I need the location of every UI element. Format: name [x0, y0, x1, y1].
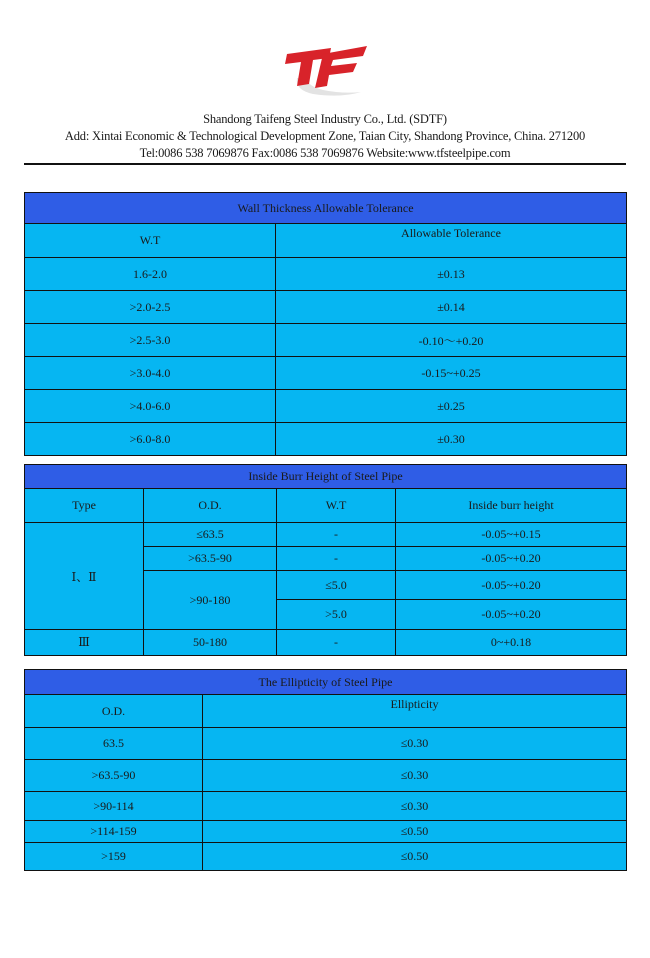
- wt-cell: >6.0-8.0: [25, 423, 276, 456]
- wall-thickness-title: Wall Thickness Allowable Tolerance: [25, 193, 627, 224]
- logo-icon: [283, 38, 369, 98]
- burr-cell: -0.05~+0.20: [396, 571, 627, 600]
- tolerance-cell: -0.15~+0.25: [276, 357, 627, 390]
- od-cell: ≤63.5: [144, 523, 277, 547]
- table-row: [25, 291, 627, 324]
- od-cell: >90-180: [144, 571, 277, 630]
- header-cell: Ellipticity: [203, 695, 627, 728]
- company-header: [0, 111, 650, 162]
- table-row: [25, 523, 627, 547]
- od-cell: >114-159: [25, 821, 203, 843]
- header-cell: W.T: [25, 224, 276, 258]
- table-row: [25, 760, 627, 792]
- ellipticity-cell: ≤0.50: [203, 821, 627, 843]
- od-cell: >159: [25, 843, 203, 871]
- company-contact: Tel:0086 538 7069876 Fax:0086 538 7069876 Website:www.tfsteelpipe.com: [139, 146, 511, 160]
- header-cell: O.D.: [144, 489, 277, 523]
- tolerance-cell: ±0.25: [276, 390, 627, 423]
- tolerance-cell: ±0.14: [276, 291, 627, 324]
- od-cell: 63.5: [25, 728, 203, 760]
- od-cell: >63.5-90: [25, 760, 203, 792]
- od-cell: 50-180: [144, 630, 277, 656]
- ellipticity-cell: ≤0.30: [203, 728, 627, 760]
- burr-height-table: [24, 464, 627, 656]
- table-row: [25, 423, 627, 456]
- burr-cell: -0.05~+0.20: [396, 600, 627, 630]
- ellipticity-title: The Ellipticity of Steel Pipe: [25, 670, 627, 695]
- wt-cell: >2.5-3.0: [25, 324, 276, 357]
- wt-cell: >5.0: [277, 600, 396, 630]
- header-cell: Type: [25, 489, 144, 523]
- wt-cell: -: [277, 523, 396, 547]
- table-row: [25, 821, 627, 843]
- ellipticity-cell: ≤0.30: [203, 792, 627, 821]
- wt-cell: -: [277, 630, 396, 656]
- table-row: [25, 390, 627, 423]
- type-cell: Ⅲ: [25, 630, 144, 656]
- burr-cell: 0~+0.18: [396, 630, 627, 656]
- tolerance-cell: -0.10～+0.20: [276, 324, 627, 357]
- header-divider: [24, 163, 626, 165]
- wall-thickness-table: [24, 192, 627, 456]
- tolerance-cell: ±0.30: [276, 423, 627, 456]
- wt-cell: ≤5.0: [277, 571, 396, 600]
- table-row: [25, 728, 627, 760]
- type-cell: Ⅰ、Ⅱ: [25, 523, 144, 630]
- company-address: Add: Xintai Economic & Technological Development Zone, Taian City, Shandong Province, China. 271200: [64, 129, 586, 143]
- burr-title: Inside Burr Height of Steel Pipe: [25, 465, 627, 489]
- burr-cell: -0.05~+0.15: [396, 523, 627, 547]
- ellipticity-cell: ≤0.30: [203, 760, 627, 792]
- header-cell: Allowable Tolerance: [276, 224, 627, 258]
- header-cell: Inside burr height: [396, 489, 627, 523]
- od-cell: >90-114: [25, 792, 203, 821]
- header-cell: O.D.: [25, 695, 203, 728]
- table-row: [25, 630, 627, 656]
- od-cell: >63.5-90: [144, 547, 277, 571]
- company-name: Shandong Taifeng Steel Industry Co., Ltd. (SDTF): [203, 112, 447, 126]
- wt-cell: >3.0-4.0: [25, 357, 276, 390]
- wt-cell: >2.0-2.5: [25, 291, 276, 324]
- tolerance-cell: ±0.13: [276, 258, 627, 291]
- wt-cell: >4.0-6.0: [25, 390, 276, 423]
- ellipticity-table: [24, 669, 627, 871]
- table-row: [25, 843, 627, 871]
- wt-cell: -: [277, 547, 396, 571]
- table-row: [25, 258, 627, 291]
- table-row: [25, 792, 627, 821]
- wt-cell: 1.6-2.0: [25, 258, 276, 291]
- ellipticity-cell: ≤0.50: [203, 843, 627, 871]
- burr-cell: -0.05~+0.20: [396, 547, 627, 571]
- header-cell: W.T: [277, 489, 396, 523]
- table-row: [25, 357, 627, 390]
- table-row: [25, 324, 627, 357]
